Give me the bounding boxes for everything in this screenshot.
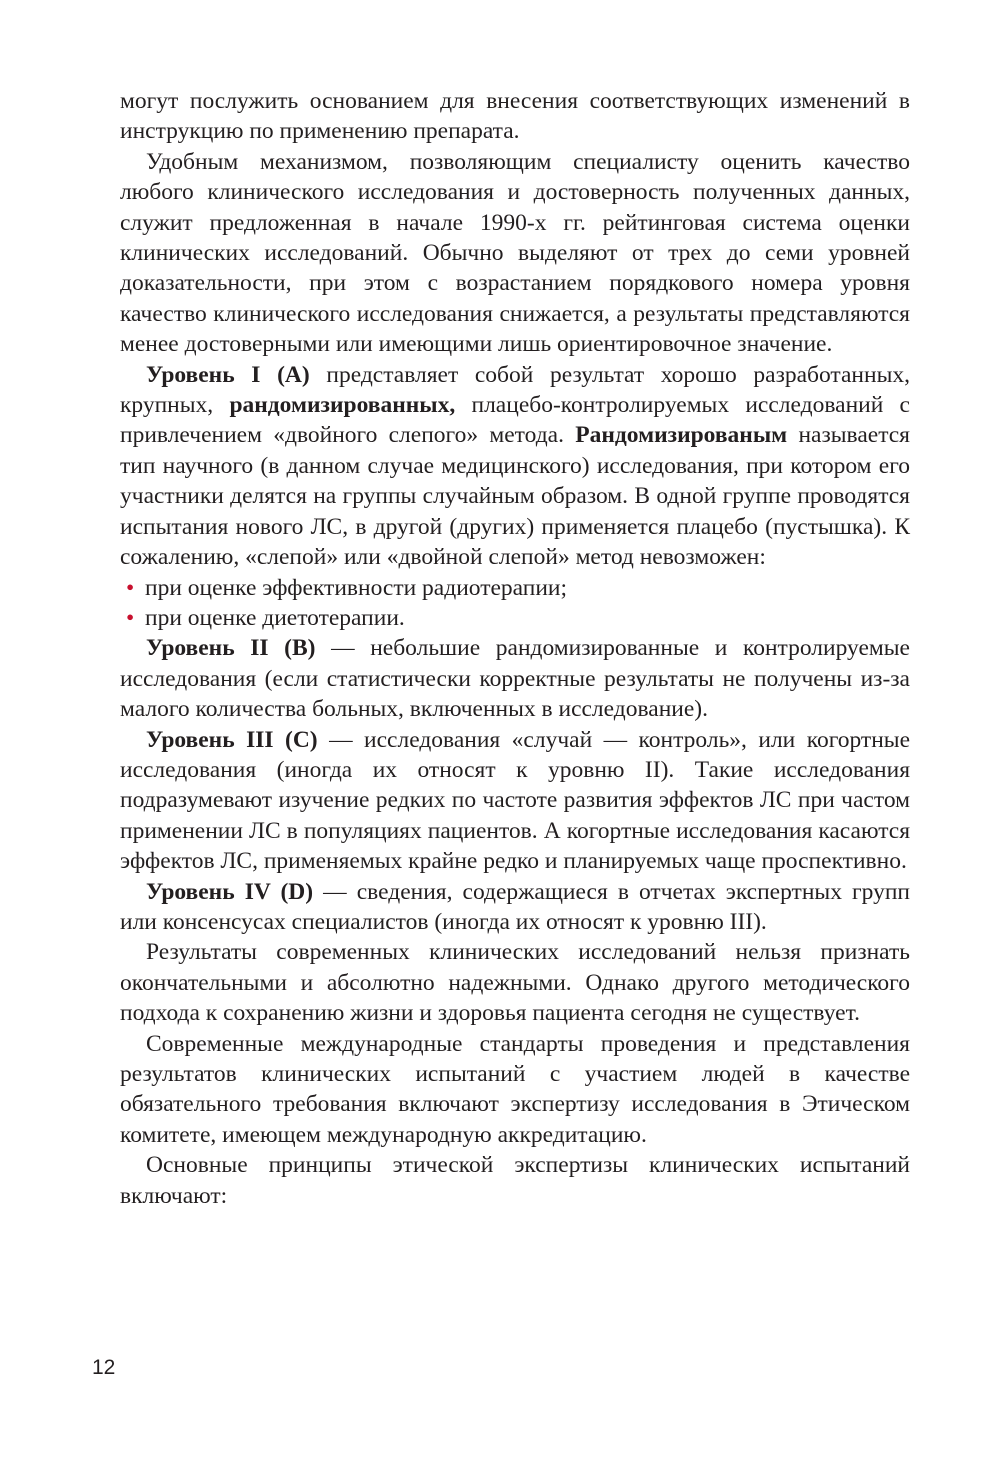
term-randomized: рандомизированных, [229,392,456,419]
level-1-text-b: плацебо-контролируемых исследований с привлечением «двойного слепого» метода. [120,392,910,449]
list-item-text: при оценке эффективности радиотерапии; [145,574,568,601]
level-2-text: — небольшие рандомизированные и контролируемые исследования (если статистически корректные результаты не получены из-за малого количества больных, включенных в исследование). [120,635,910,723]
paragraph-level-3 [120,725,910,877]
list-item-text: при оценке диетотерапии. [145,604,405,631]
level-1-heading: Уровень I (А) [146,361,310,388]
paragraph-standards: Современные международные стандарты проведения и представления результатов клинических испытаний с участием людей в качестве обязательного требования включают экспертизу исследования в Этическом комитете, имеющем международную аккредитацию. [120,1030,910,1148]
bullet-icon: • [126,574,135,601]
level-4-heading: Уровень IV (D) [146,878,314,905]
level-4-text: — сведения, содержащиеся в отчетах экспертных групп или консенсусах специалистов (иногда их относят к уровню III). [120,878,910,935]
bullet-list [120,573,910,634]
level-2-heading: Уровень II (В) [146,635,316,662]
paragraph-level-1 [120,360,910,573]
paragraph-ethics-principles: Основные принципы этической экспертизы клинических испытаний включают: [120,1152,910,1209]
term-randomized-definition: Рандомизированым [575,422,788,449]
body-text [120,86,910,1211]
level-3-heading: Уровень III (С) [146,726,318,753]
page-number: 12 [92,1356,116,1379]
paragraph-continuation: могут послужить основанием для внесения соответствующих изменений в инструкцию по применению препарата. [120,88,910,145]
level-1-text-a: представляет собой результат хорошо разработанных, крупных, [120,361,910,419]
list-item [124,573,910,603]
paragraph-results: Результаты современных клинических исследований нельзя признать окончательными и абсолютно надежными. Однако другого методического подхода к сохранению жизни и здоровья пациента сегодня не существует. [120,939,910,1027]
paragraph-level-4 [120,877,910,938]
bullet-icon: • [126,604,135,631]
paragraph-rating-system: Удобным механизмом, позволяющим специалисту оценить качество любого клинического исследования и достоверность полученных данных, служит предложенная в начале 1990-х гг. рейтинговая система оценки клинических исследований. Обычно выделяют от трех до семи уровней доказательности, при этом с возрастанием порядкового номера уровня качество клинического исследования снижается, а результаты представляются менее достоверными или имеющими лишь ориентировочное значение. [120,148,910,358]
level-1-text-c: называется тип научного (в данном случае медицинского) исследования, при котором его участники делятся на группы случайным образом. В одной группе проводятся испытания нового ЛС, в другой (других) применяется плацебо (пустышка). К сожалению, «слепой» или «двойной слепой» метод невозможен: [120,422,910,571]
list-item [124,603,910,633]
level-3-text: — исследования «случай — контроль», или когортные исследования (иногда их относят к уровню II). Такие исследования подразумевают изучение редких по частоте развития эффектов ЛС при частом применении ЛС в популяциях пациентов. А когортные исследования касаются эффектов ЛС, применяемых крайне редко и планируемых чаще проспективно. [120,726,911,875]
paragraph-level-2 [120,633,910,724]
